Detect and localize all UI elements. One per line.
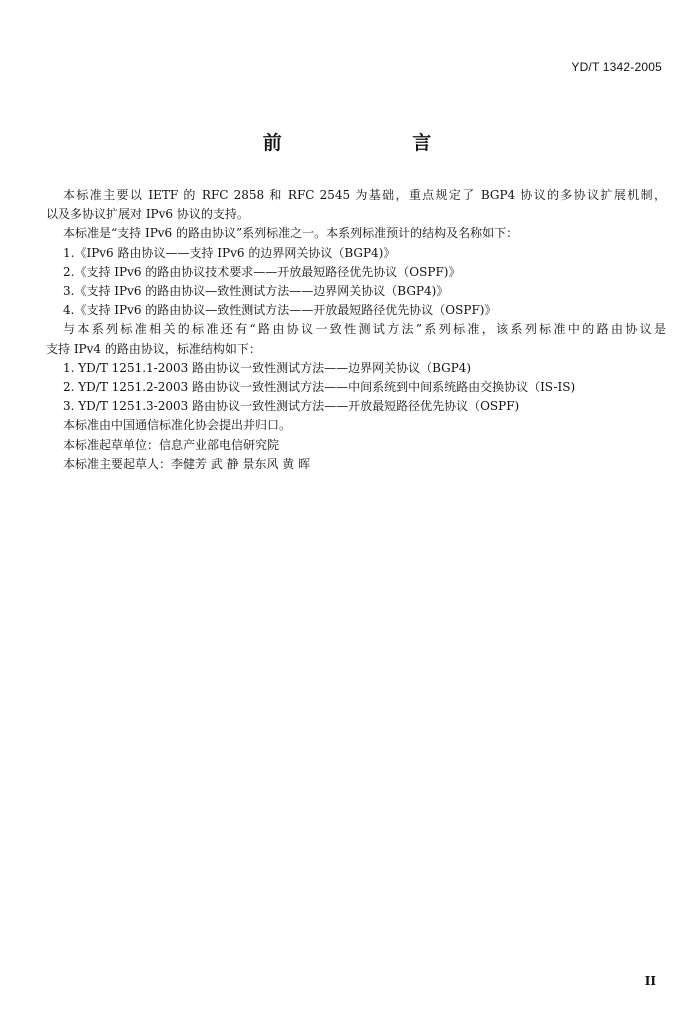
paragraph-proposer: 本标准由中国通信标准化协会提出并归口。	[63, 418, 292, 433]
list-item: 1.《IPv6 路由协议——支持 IPv6 的边界网关协议（BGP4)》	[63, 245, 396, 260]
list-item: 3.《支持 IPv6 的路由协议—致性测试方法——边界网关协议（BGP4)》	[63, 284, 449, 299]
page-number: II	[644, 974, 656, 988]
list-item: 4.《支持 IPv6 的路由协议—致性测试方法——开放最短路径优先协议（OSPF)》	[63, 303, 497, 318]
list-item: 3. YD/T 1251.3-2003 路由协议一致性测试方法——开放最短路径优先协议（OSPF)	[63, 399, 520, 414]
foreword-body	[46, 186, 666, 474]
paragraph-drafters: 本标准主要起草人：李健芳 武 静 景东风 黄 晖	[63, 456, 311, 471]
document-code: YD/T 1342-2005	[571, 60, 662, 74]
paragraph-series: 本标准是“支持 IPv6 的路由协议”系列标准之一。本系列标准预计的结构及名称如下：	[63, 226, 519, 241]
paragraph-related: 与本系列标准相关的标准还有“路由协议一致性测试方法”系列标准，该系列标准中的路由协议是	[63, 322, 666, 337]
list-item: 2.《支持 IPv6 的路由协议技术要求——开放最短路径优先协议（OSPF)》	[63, 264, 461, 279]
paragraph-basis: 本标准主要以 IETF 的 RFC 2858 和 RFC 2545 为基础，重点规定了 BGP4 协议的多协议扩展机制，	[63, 188, 666, 202]
paragraph-related-cont: 支持 IPv4 的路由协议，标准结构如下：	[46, 341, 261, 356]
paragraph-drafting-unit: 本标准起草单位：信息产业部电信研究院	[63, 437, 280, 452]
list-item: 1. YD/T 1251.1-2003 路由协议一致性测试方法——边界网关协议（BGP4)	[63, 360, 472, 375]
list-item: 2. YD/T 1251.2-2003 路由协议一致性测试方法——中间系统到中间系统路由交换协议（IS-IS)	[63, 380, 576, 395]
page-title: 前 言	[262, 132, 494, 154]
paragraph-basis-cont: 以及多协议扩展对 IPv6 协议的支持。	[46, 207, 249, 222]
